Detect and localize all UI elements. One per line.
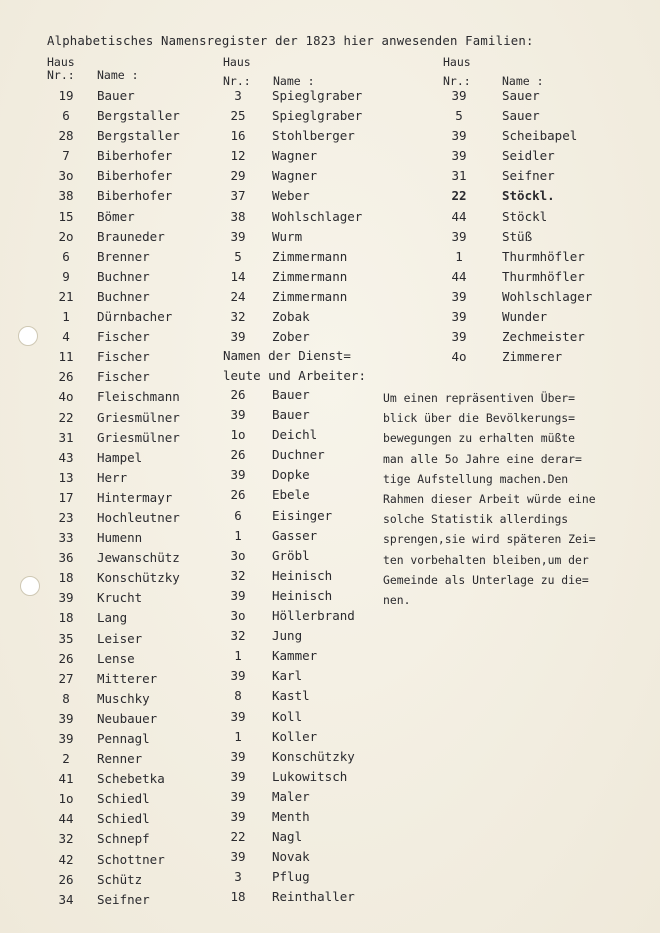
col1-header-name: Name : [97, 68, 139, 82]
paragraph-line: blick über die Bevölkerungs= [383, 411, 576, 426]
house-number: 3o [58, 168, 74, 184]
house-number: 1 [455, 248, 463, 264]
family-name: Schebetka [97, 771, 165, 787]
family-name: Schütz [97, 871, 143, 887]
family-name: Biberhofer [97, 148, 173, 164]
house-number: 4o [58, 389, 74, 405]
family-name: Brenner [97, 248, 150, 264]
family-name: Dürnbacher [97, 309, 173, 325]
house-number: 18 [230, 889, 246, 905]
house-number: 22 [451, 188, 467, 204]
house-number: 14 [230, 268, 246, 284]
family-name: Krucht [97, 590, 143, 606]
house-number: 15 [58, 208, 74, 224]
family-name: Zobak [272, 309, 310, 325]
house-number: 42 [58, 851, 74, 867]
family-name: Thurmhöfler [502, 268, 585, 284]
family-name: Wagner [272, 168, 318, 184]
family-name: Stohlberger [272, 128, 355, 144]
col2-header-name: Name : [273, 74, 315, 88]
family-name: Gasser [272, 527, 318, 543]
paragraph-line: nen. [383, 593, 411, 608]
family-name: Fischer [97, 369, 150, 385]
family-name: Griesmülner [97, 409, 180, 425]
family-name: Dopke [272, 467, 310, 483]
family-name: Stüß [502, 228, 533, 244]
house-number: 31 [451, 168, 467, 184]
family-name: Höllerbrand [272, 608, 355, 624]
family-name: Neubauer [97, 710, 158, 726]
house-number: 38 [58, 188, 74, 204]
house-number: 24 [230, 288, 246, 304]
family-name: Seifner [502, 168, 555, 184]
col3-header-nr: Nr.: [443, 74, 471, 88]
family-name: Maler [272, 788, 310, 804]
family-name: Wagner [272, 148, 318, 164]
house-number: 39 [451, 228, 467, 244]
family-name: Herr [97, 469, 128, 485]
family-name: Deichl [272, 427, 318, 443]
house-number: 39 [451, 148, 467, 164]
family-name: Karl [272, 668, 303, 684]
house-number: 39 [230, 748, 246, 764]
family-name: Menth [272, 808, 310, 824]
family-name: Bauer [272, 387, 310, 402]
col1-header-nr: Nr.: [47, 68, 75, 82]
house-number: 8 [234, 688, 242, 704]
family-name: Schnepf [97, 831, 150, 847]
house-number: 11 [58, 349, 74, 365]
family-name: Heinisch [272, 567, 333, 583]
house-number: 39 [230, 228, 246, 244]
house-number: 39 [451, 88, 467, 103]
family-name: Stöckl. [502, 188, 555, 204]
house-number: 4o [451, 349, 467, 365]
house-number: 37 [230, 188, 246, 204]
punch-hole-top [18, 326, 38, 346]
family-name: Duchner [272, 447, 325, 463]
servants-subheading-line2: leute und Arbeiter: [223, 368, 366, 384]
family-name: Ebele [272, 487, 310, 503]
house-number: 21 [58, 288, 74, 304]
house-number: 6 [62, 248, 70, 264]
family-name: Lang [97, 610, 128, 626]
house-number: 22 [230, 829, 246, 845]
family-name: Thurmhöfler [502, 248, 585, 264]
house-number: 39 [230, 407, 246, 423]
family-name: Bauer [272, 407, 310, 423]
family-name: Mitterer [97, 670, 158, 686]
family-name: Bömer [97, 208, 135, 224]
house-number: 44 [451, 268, 467, 284]
house-number: 26 [58, 369, 74, 385]
house-number: 32 [230, 567, 246, 583]
paragraph-line: bewegungen zu erhalten müßte [383, 431, 576, 446]
family-name: Novak [272, 849, 310, 865]
family-name: Koller [272, 728, 318, 744]
family-name: Reinthaller [272, 889, 355, 905]
house-number: 26 [58, 650, 74, 666]
house-number: 3 [234, 88, 242, 103]
family-name: Scheibapel [502, 128, 578, 144]
house-number: 39 [230, 668, 246, 684]
house-number: 44 [58, 811, 74, 827]
house-number: 39 [230, 708, 246, 724]
family-name: Spieglgraber [272, 88, 363, 103]
house-number: 27 [58, 670, 74, 686]
family-name: Biberhofer [97, 188, 173, 204]
family-name: Gröbl [272, 547, 310, 563]
family-name: Schiedl [97, 811, 150, 827]
house-number: 1o [58, 791, 74, 807]
family-name: Zober [272, 329, 310, 345]
house-number: 39 [58, 731, 74, 746]
family-name: Zimmerer [502, 349, 563, 365]
family-name: Wurm [272, 228, 303, 244]
house-number: 32 [230, 309, 246, 325]
family-name: Wohlschlager [502, 288, 593, 304]
house-number: 43 [58, 449, 74, 465]
house-number: 39 [230, 788, 246, 804]
family-name: Weber [272, 188, 310, 204]
family-name: Schottner [97, 851, 165, 867]
document-title: Alphabetisches Namensregister der 1823 hier anwesenden Familien: [47, 34, 534, 48]
house-number: 5 [234, 248, 242, 264]
family-name: Seidler [502, 148, 555, 164]
house-number: 22 [58, 409, 74, 425]
paragraph-line: Um einen repräsentiven Über= [383, 391, 576, 405]
house-number: 17 [58, 489, 74, 505]
paragraph-line: man alle 5o Jahre eine derar= [383, 451, 582, 466]
house-number: 39 [230, 467, 246, 483]
house-number: 6 [234, 507, 242, 523]
house-number: 39 [58, 710, 74, 726]
family-name: Pennagl [97, 731, 150, 746]
col2-header-nr: Nr.: [223, 74, 251, 88]
col2-header-haus: Haus [223, 55, 251, 69]
family-name: Hochleutner [97, 509, 180, 525]
house-number: 44 [451, 208, 467, 224]
paragraph-line: tige Aufstellung machen.Den [383, 471, 569, 486]
house-number: 13 [58, 469, 74, 485]
family-name: Wohlschlager [272, 208, 363, 224]
paragraph-line: Rahmen dieser Arbeit würde eine [383, 492, 596, 507]
family-name: Sauer [502, 88, 540, 103]
house-number: 5 [455, 108, 463, 124]
family-name: Zimmermann [272, 288, 348, 304]
house-number: 1 [234, 648, 242, 664]
family-name: Pflug [272, 869, 310, 885]
house-number: 25 [230, 108, 246, 124]
paragraph-line: sprengen,sie wird späteren Zei= [383, 532, 596, 547]
house-number: 26 [230, 487, 246, 503]
house-number: 32 [230, 628, 246, 644]
family-name: Buchner [97, 268, 150, 284]
house-number: 2o [58, 228, 74, 244]
house-number: 39 [451, 288, 467, 304]
house-number: 7 [62, 148, 70, 164]
family-name: Humenn [97, 530, 143, 546]
family-name: Renner [97, 751, 143, 767]
family-name: Koll [272, 708, 303, 724]
closing-paragraph [383, 388, 596, 610]
family-name: Biberhofer [97, 168, 173, 184]
col3-header-name: Name : [502, 74, 544, 88]
house-number: 12 [230, 148, 246, 164]
family-name: Leiser [97, 630, 143, 646]
family-name: Zimmermann [272, 268, 348, 284]
family-name: Kammer [272, 648, 318, 664]
house-number: 41 [58, 771, 74, 787]
family-name: Stöckl [502, 208, 548, 224]
family-name: Spieglgraber [272, 108, 363, 124]
servants-subheading-line1: Namen der Dienst= [223, 348, 351, 363]
family-name: Bauer [97, 88, 135, 103]
family-name: Griesmülner [97, 429, 180, 445]
family-name: Sauer [502, 108, 540, 124]
family-name: Lukowitsch [272, 768, 348, 784]
family-name: Lense [97, 650, 135, 666]
house-number: 1o [230, 427, 246, 443]
house-number: 1 [234, 527, 242, 543]
family-name: Buchner [97, 288, 150, 304]
house-number: 3o [230, 608, 246, 624]
house-number: 28 [58, 128, 74, 144]
house-number: 39 [451, 309, 467, 325]
house-number: 3 [234, 869, 242, 885]
house-number: 2 [62, 751, 70, 767]
family-name: Wunder [502, 309, 548, 325]
house-number: 26 [230, 387, 246, 402]
family-name: Hintermayr [97, 489, 173, 505]
house-number: 35 [58, 630, 74, 646]
paragraph-line: Gemeinde als Unterlage zu die= [383, 572, 589, 587]
house-number: 31 [58, 429, 74, 445]
family-name: Brauneder [97, 228, 165, 244]
family-name: Zechmeister [502, 329, 585, 345]
family-name: Konschützky [272, 748, 355, 764]
house-number: 39 [230, 808, 246, 824]
house-number: 39 [230, 587, 246, 603]
house-number: 3o [230, 547, 246, 563]
house-number: 8 [62, 690, 70, 706]
house-number: 19 [58, 88, 74, 103]
family-name: Bergstaller [97, 108, 180, 124]
house-number: 36 [58, 550, 74, 566]
family-name: Bergstaller [97, 128, 180, 144]
family-name: Fischer [97, 349, 150, 365]
house-number: 39 [230, 768, 246, 784]
family-name: Heinisch [272, 587, 333, 603]
family-name: Seifner [97, 891, 150, 907]
house-number: 1 [234, 728, 242, 744]
house-number: 1 [62, 309, 70, 325]
house-number: 29 [230, 168, 246, 184]
family-name: Muschky [97, 690, 150, 706]
house-number: 4 [62, 329, 70, 345]
house-number: 39 [451, 329, 467, 345]
col1-header-haus: Haus [47, 55, 75, 69]
house-number: 18 [58, 610, 74, 626]
house-number: 26 [230, 447, 246, 463]
house-number: 6 [62, 108, 70, 124]
house-number: 39 [451, 128, 467, 144]
family-name: Hampel [97, 449, 143, 465]
house-number: 18 [58, 570, 74, 586]
family-name: Fischer [97, 329, 150, 345]
house-number: 38 [230, 208, 246, 224]
house-number: 23 [58, 509, 74, 525]
paragraph-line: solche Statistik allerdings [383, 512, 569, 527]
house-number: 34 [58, 891, 74, 907]
house-number: 39 [58, 590, 74, 606]
family-name: Fleischmann [97, 389, 180, 405]
house-number: 26 [58, 871, 74, 887]
family-name: Kastl [272, 688, 310, 704]
family-name: Schiedl [97, 791, 150, 807]
family-name: Jung [272, 628, 303, 644]
house-number: 9 [62, 268, 70, 284]
house-number: 32 [58, 831, 74, 847]
house-number: 16 [230, 128, 246, 144]
col3-header-haus: Haus [443, 55, 471, 69]
paragraph-line: ten vorbehalten bleiben,um der [383, 552, 589, 567]
servants-subheading [223, 346, 366, 386]
house-number: 33 [58, 530, 74, 546]
house-number: 39 [230, 849, 246, 865]
family-name: Zimmermann [272, 248, 348, 264]
punch-hole-bottom [20, 576, 40, 596]
family-name: Eisinger [272, 507, 333, 523]
house-number: 39 [230, 329, 246, 345]
family-name: Nagl [272, 829, 303, 845]
family-name: Konschützky [97, 570, 180, 586]
family-name: Jewanschütz [97, 550, 180, 566]
